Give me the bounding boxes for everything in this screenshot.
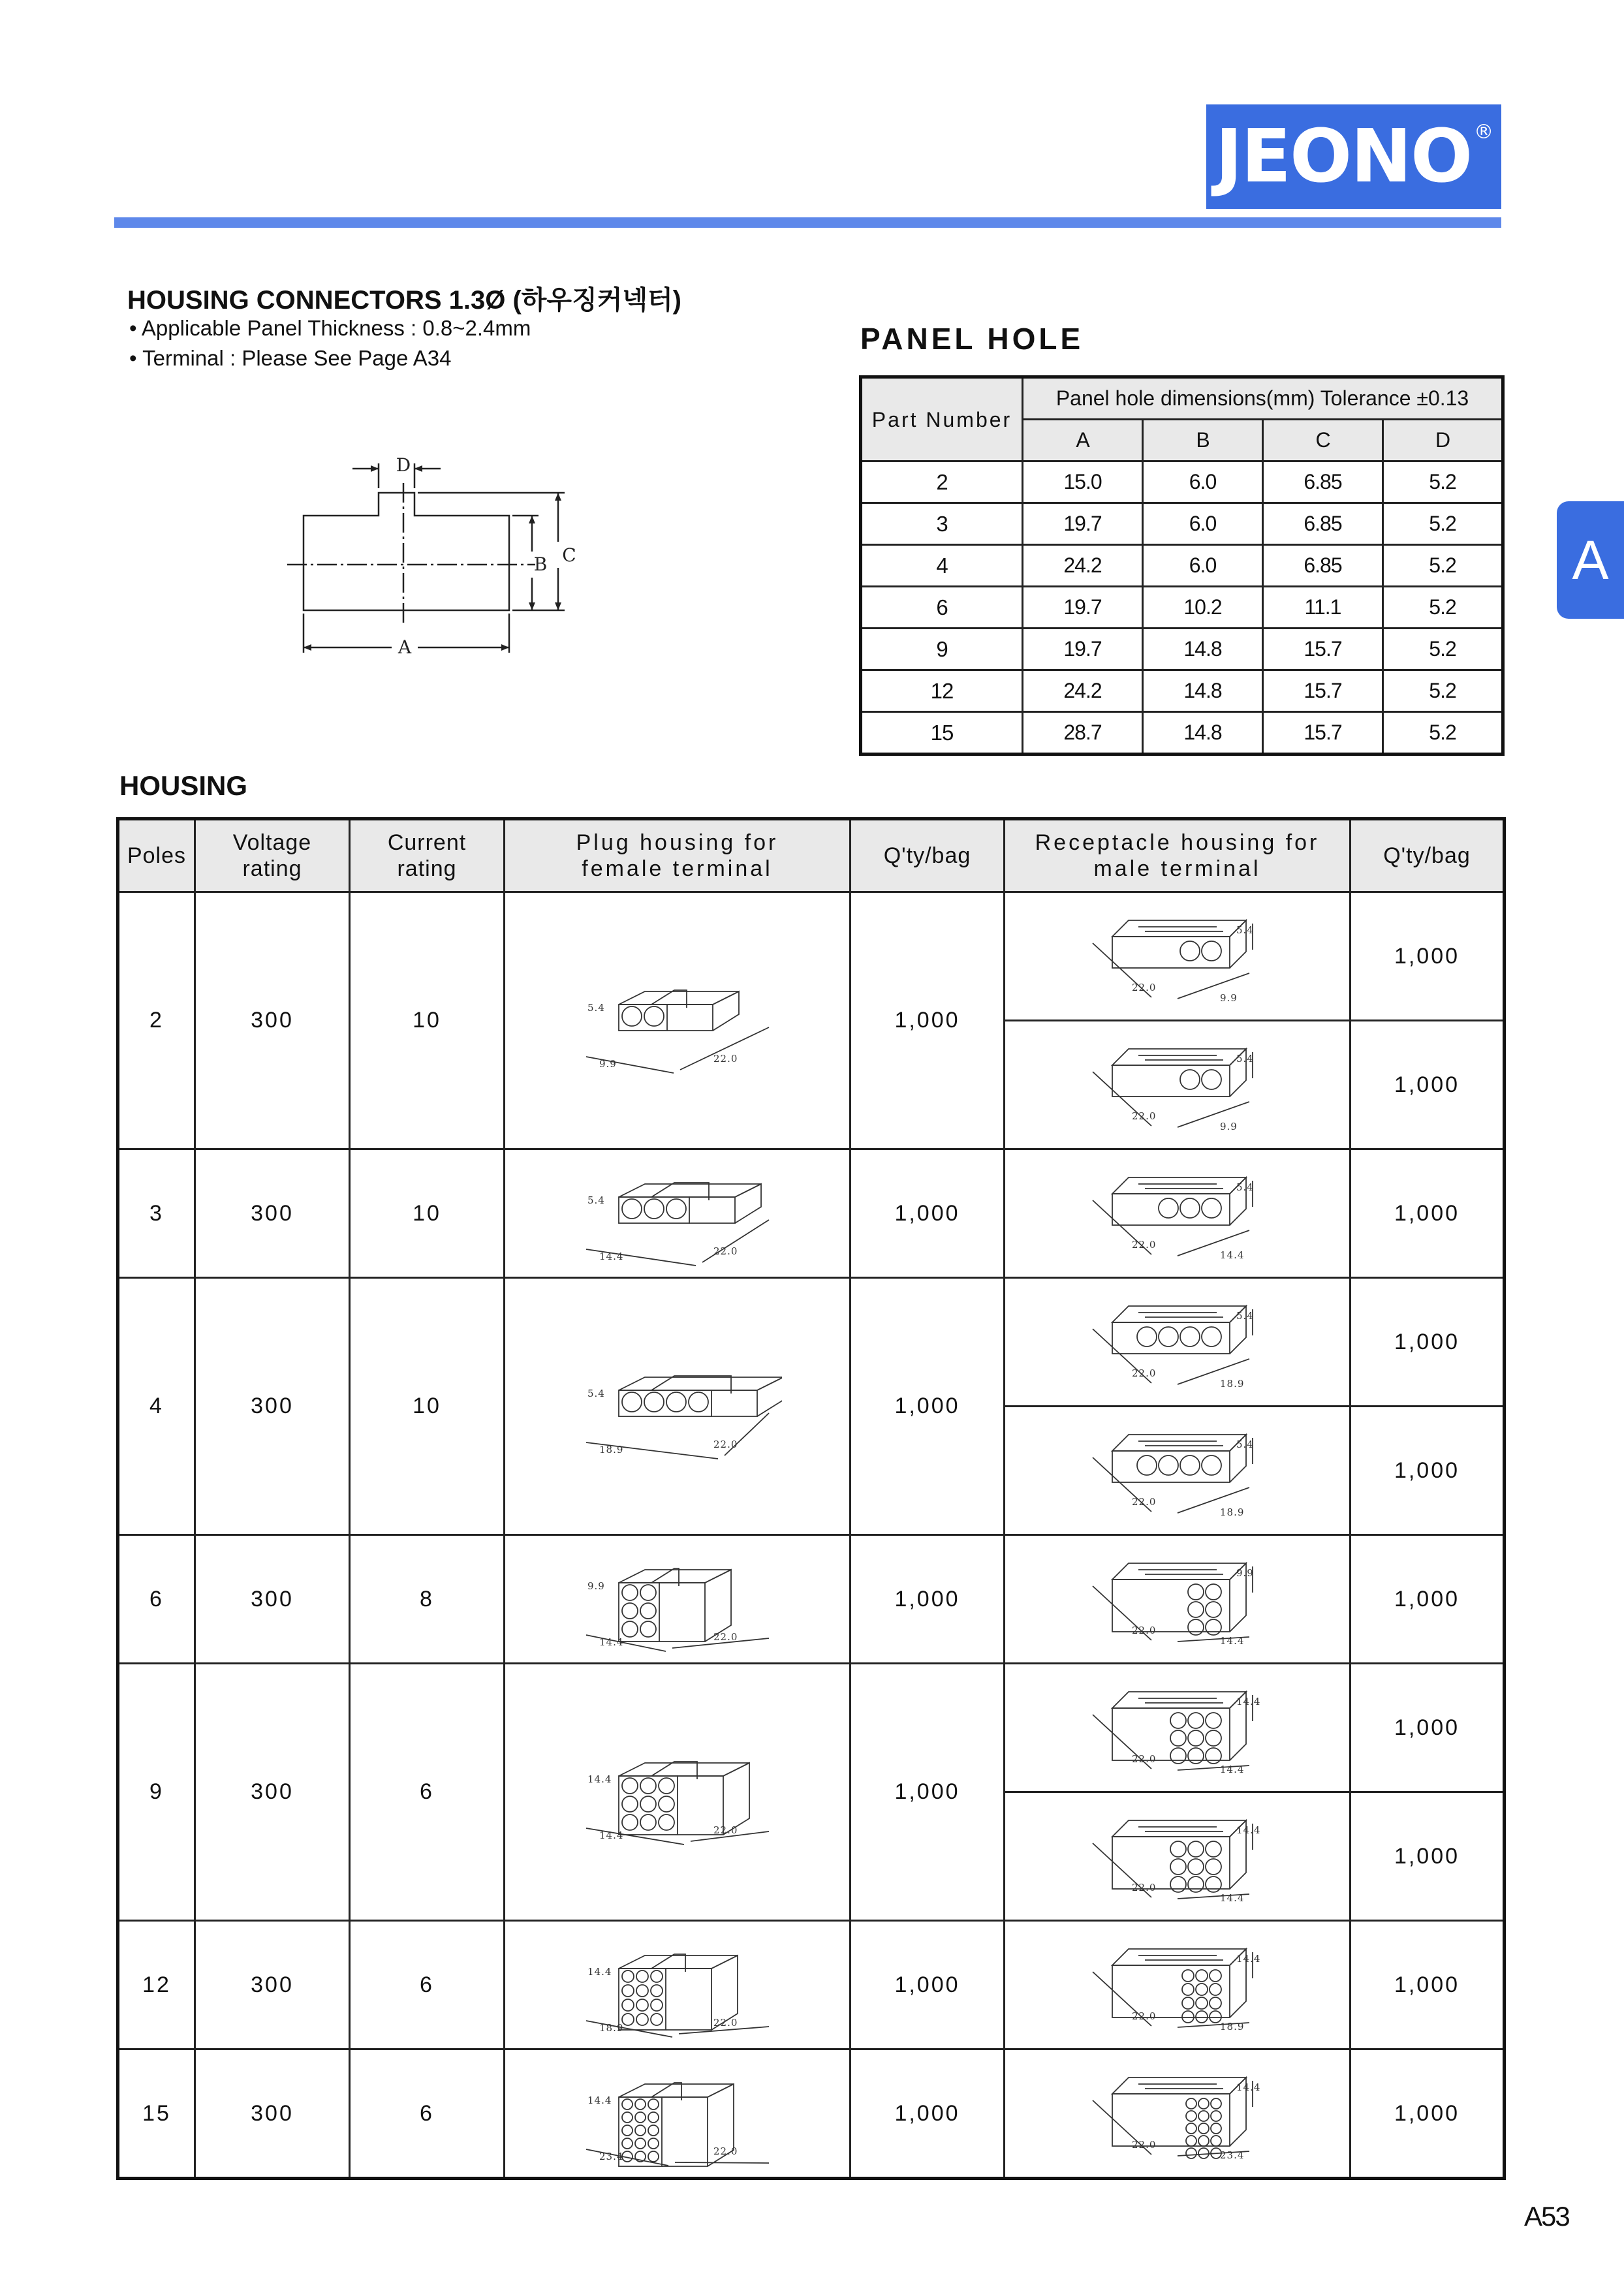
plug-qty-header-text: Q'ty/bag xyxy=(883,843,971,868)
dimension-label: 18.9 xyxy=(599,1443,623,1456)
dimension-label: 22.0 xyxy=(1131,2010,1156,2022)
dimension-label: 14.4 xyxy=(599,1829,623,1841)
part-number-cell: 4 xyxy=(861,545,1023,587)
plug-qty-cell: 1,000 xyxy=(851,892,1005,1149)
plug-qty-cell: 1,000 xyxy=(851,1535,1005,1664)
spec-terminal: • Terminal : Please See Page A34 xyxy=(129,346,452,370)
dimension-label: 14.4 xyxy=(1219,1892,1244,1904)
current-cell: 6 xyxy=(350,1921,505,2049)
panel-hole-title: PANEL HOLE xyxy=(860,322,1084,356)
poles-cell: 2 xyxy=(118,892,195,1149)
dimension-label: 22.0 xyxy=(1131,2139,1156,2151)
section-tab[interactable]: A xyxy=(1557,501,1624,619)
panel-hole-row xyxy=(861,503,1503,545)
voltage-cell: 300 xyxy=(195,892,350,1149)
dimension-cell: 14.8 xyxy=(1143,629,1263,670)
dimension-cell: 6.85 xyxy=(1263,503,1383,545)
plug-housing-cell xyxy=(505,1664,851,1921)
poles-cell: 12 xyxy=(118,1921,195,2049)
dimension-label: 5.4 xyxy=(587,1194,605,1206)
current-cell: 8 xyxy=(350,1535,505,1664)
receptacle-housing-drawing xyxy=(1073,1036,1282,1134)
dimension-cell: 24.2 xyxy=(1023,670,1143,712)
part-number-header: Part Number xyxy=(861,377,1023,461)
receptacle-header xyxy=(1005,819,1351,892)
receptacle-housing-drawing xyxy=(1073,2064,1282,2162)
poles-cell: 15 xyxy=(118,2049,195,2179)
dimension-cell: 5.2 xyxy=(1383,670,1503,712)
receptacle-qty-cell: 1,000 xyxy=(1351,1792,1505,1921)
voltage-header xyxy=(195,819,350,892)
current-header-line1: Current xyxy=(387,830,467,855)
current-header xyxy=(350,819,505,892)
plug-housing-cell xyxy=(505,1921,851,2049)
plug-qty-cell: 1,000 xyxy=(851,1278,1005,1535)
poles-cell: 9 xyxy=(118,1664,195,1921)
receptacle-header-line2: male terminal xyxy=(1093,856,1261,881)
dimension-label: 14.4 xyxy=(1236,1696,1260,1707)
dimension-label: 22.0 xyxy=(1131,1110,1156,1122)
page-number: A53 xyxy=(1524,2201,1569,2232)
receptacle-housing-drawing xyxy=(1073,1936,1282,2034)
dimension-label: 23.4 xyxy=(1219,2149,1244,2161)
panel-hole-table xyxy=(859,375,1505,756)
brand-logo xyxy=(1206,104,1501,209)
receptacle-housing-drawing xyxy=(1073,1164,1282,1262)
spec-thickness: • Applicable Panel Thickness : 0.8~2.4mm xyxy=(129,316,531,340)
dimension-cell: 5.2 xyxy=(1383,712,1503,755)
dimension-cell: 11.1 xyxy=(1263,587,1383,629)
plug-housing-drawing xyxy=(573,2058,782,2169)
dimension-label: 14.4 xyxy=(599,1251,623,1262)
panel-hole-drawing xyxy=(287,450,601,666)
housing-row xyxy=(118,1664,1505,1792)
plug-housing-cell xyxy=(505,1278,851,1535)
dimension-label: 22.0 xyxy=(1131,1625,1156,1636)
receptacle-qty-header xyxy=(1351,819,1505,892)
plug-qty-cell: 1,000 xyxy=(851,1664,1005,1921)
plug-header xyxy=(505,819,851,892)
dimension-label: 14.4 xyxy=(587,2094,612,2106)
receptacle-housing-drawing xyxy=(1073,1422,1282,1519)
dim-label-a: A xyxy=(398,636,412,658)
receptacle-qty-cell: 1,000 xyxy=(1351,1021,1505,1149)
logo-text: JEONO xyxy=(1215,114,1472,199)
dimension-cell: 19.7 xyxy=(1023,629,1143,670)
receptacle-housing-cell xyxy=(1005,1407,1351,1535)
receptacle-housing-drawing xyxy=(1073,1679,1282,1777)
part-number-cell: 2 xyxy=(861,461,1023,503)
receptacle-housing-cell xyxy=(1005,1021,1351,1149)
plug-housing-drawing xyxy=(573,1351,782,1462)
dimension-cell: 5.2 xyxy=(1383,503,1503,545)
voltage-cell: 300 xyxy=(195,1535,350,1664)
panel-hole-row xyxy=(861,712,1503,755)
plug-housing-drawing xyxy=(573,1158,782,1269)
dimension-cell: 14.8 xyxy=(1143,712,1263,755)
part-number-cell: 9 xyxy=(861,629,1023,670)
receptacle-qty-cell: 1,000 xyxy=(1351,2049,1505,2179)
receptacle-housing-cell xyxy=(1005,1535,1351,1664)
receptacle-qty-cell: 1,000 xyxy=(1351,1407,1505,1535)
dimension-cell: 14.8 xyxy=(1143,670,1263,712)
plug-housing-drawing xyxy=(573,1929,782,2040)
panel-hole-rows xyxy=(861,461,1503,755)
panel-dims-header: Panel hole dimensions(mm) Tolerance ±0.13 xyxy=(1023,377,1503,420)
col-header-a: A xyxy=(1023,420,1143,461)
part-number-cell: 6 xyxy=(861,587,1023,629)
receptacle-qty-cell: 1,000 xyxy=(1351,892,1505,1021)
dimension-label: 22.0 xyxy=(1131,1753,1156,1765)
dimension-label: 5.4 xyxy=(1236,1181,1254,1193)
dimension-cell: 28.7 xyxy=(1023,712,1143,755)
part-number-cell: 15 xyxy=(861,712,1023,755)
panel-hole-diagram xyxy=(287,450,601,666)
housing-rows xyxy=(118,892,1505,2179)
dimension-label: 18.9 xyxy=(1219,1506,1244,1518)
dimension-label: 18.9 xyxy=(1219,1378,1244,1390)
dimension-cell: 6.0 xyxy=(1143,461,1263,503)
receptacle-housing-drawing xyxy=(1073,1807,1282,1905)
receptacle-housing-cell xyxy=(1005,2049,1351,2179)
receptacle-qty-cell: 1,000 xyxy=(1351,1535,1505,1664)
plug-housing-cell xyxy=(505,892,851,1149)
dimension-label: 14.4 xyxy=(599,1636,623,1648)
col-header-b: B xyxy=(1143,420,1263,461)
plug-header-line2: female terminal xyxy=(582,856,773,881)
dimension-label: 14.4 xyxy=(1236,2081,1260,2093)
receptacle-housing-cell xyxy=(1005,892,1351,1021)
housing-title: HOUSING xyxy=(119,770,248,801)
current-cell: 6 xyxy=(350,2049,505,2179)
dimension-cell: 6.0 xyxy=(1143,545,1263,587)
dimension-label: 14.4 xyxy=(1219,1635,1244,1647)
dimension-label: 22.0 xyxy=(713,2017,738,2029)
plug-housing-cell xyxy=(505,2049,851,2179)
dimension-label: 9.9 xyxy=(1219,1121,1238,1132)
poles-header xyxy=(118,819,195,892)
housing-row xyxy=(118,1921,1505,2049)
dimension-label: 22.0 xyxy=(1131,1496,1156,1508)
voltage-cell: 300 xyxy=(195,1664,350,1921)
receptacle-qty-cell: 1,000 xyxy=(1351,1149,1505,1278)
dimension-cell: 10.2 xyxy=(1143,587,1263,629)
dimension-cell: 19.7 xyxy=(1023,587,1143,629)
page-title: HOUSING CONNECTORS 1.3Ø (하우징커넥터) xyxy=(127,286,681,315)
dimension-cell: 5.2 xyxy=(1383,629,1503,670)
dimension-label: 22.0 xyxy=(1131,1239,1156,1251)
dimension-label: 9.9 xyxy=(599,1057,617,1070)
dimension-cell: 6.85 xyxy=(1263,461,1383,503)
dimension-label: 14.4 xyxy=(587,1966,612,1978)
panel-hole-row xyxy=(861,545,1503,587)
voltage-cell: 300 xyxy=(195,2049,350,2179)
dimension-cell: 6.0 xyxy=(1143,503,1263,545)
dimension-label: 14.4 xyxy=(1219,1249,1244,1261)
dimension-cell: 15.7 xyxy=(1263,712,1383,755)
dimension-label: 9.9 xyxy=(1236,1567,1254,1579)
dimension-label: 22.0 xyxy=(713,1245,738,1257)
dimension-label: 23.4 xyxy=(599,2151,623,2162)
header-rule xyxy=(114,217,1501,228)
dimension-label: 22.0 xyxy=(713,1824,738,1836)
voltage-header-line1: Voltage xyxy=(232,830,312,855)
plug-housing-cell xyxy=(505,1149,851,1278)
receptacle-qty-cell: 1,000 xyxy=(1351,1664,1505,1792)
plug-qty-cell: 1,000 xyxy=(851,1921,1005,2049)
receptacle-housing-drawing xyxy=(1073,1550,1282,1648)
dimension-label: 22.0 xyxy=(713,1631,738,1643)
receptacle-housing-cell xyxy=(1005,1921,1351,2049)
receptacle-header-line1: Receptacle housing for xyxy=(1035,830,1320,855)
part-number-cell: 3 xyxy=(861,503,1023,545)
dim-label-b: B xyxy=(533,553,548,575)
dimension-cell: 5.2 xyxy=(1383,461,1503,503)
plug-qty-cell: 1,000 xyxy=(851,2049,1005,2179)
part-number-cell: 12 xyxy=(861,670,1023,712)
dimension-cell: 19.7 xyxy=(1023,503,1143,545)
receptacle-housing-drawing xyxy=(1073,1293,1282,1391)
panel-hole-row xyxy=(861,587,1503,629)
receptacle-housing-cell xyxy=(1005,1792,1351,1921)
poles-header-text: Poles xyxy=(127,843,187,868)
poles-cell: 4 xyxy=(118,1278,195,1535)
dimension-cell: 24.2 xyxy=(1023,545,1143,587)
receptacle-housing-drawing xyxy=(1073,907,1282,1005)
dimension-cell: 6.85 xyxy=(1263,545,1383,587)
plug-housing-drawing xyxy=(573,1737,782,1848)
panel-hole-row xyxy=(861,461,1503,503)
dimension-label: 22.0 xyxy=(713,1438,738,1450)
dimension-label: 5.4 xyxy=(1236,1439,1254,1450)
dimension-cell: 15.7 xyxy=(1263,629,1383,670)
col-header-d: D xyxy=(1383,420,1503,461)
housing-row xyxy=(118,1535,1505,1664)
dimension-label: 22.0 xyxy=(1131,1367,1156,1379)
dimension-label: 5.4 xyxy=(587,1387,605,1399)
receptacle-qty-header-text: Q'ty/bag xyxy=(1383,843,1471,868)
dimension-cell: 5.2 xyxy=(1383,545,1503,587)
current-header-line2: rating xyxy=(397,856,457,881)
dimension-label: 9.9 xyxy=(587,1580,605,1592)
dimension-label: 18.9 xyxy=(1219,2021,1244,2032)
housing-table xyxy=(116,817,1506,2180)
receptacle-housing-cell xyxy=(1005,1149,1351,1278)
current-cell: 10 xyxy=(350,892,505,1149)
receptacle-housing-cell xyxy=(1005,1664,1351,1792)
dimension-label: 22.0 xyxy=(1131,1882,1156,1893)
dimension-label: 5.4 xyxy=(1236,924,1254,936)
dimension-cell: 5.2 xyxy=(1383,587,1503,629)
dimension-label: 22.0 xyxy=(713,1052,738,1065)
voltage-cell: 300 xyxy=(195,1921,350,2049)
voltage-cell: 300 xyxy=(195,1278,350,1535)
dim-label-c: C xyxy=(562,544,576,566)
dimension-cell: 15.7 xyxy=(1263,670,1383,712)
plug-qty-header xyxy=(851,819,1005,892)
dimension-label: 14.4 xyxy=(587,1773,612,1785)
dimension-cell: 15.0 xyxy=(1023,461,1143,503)
receptacle-qty-cell: 1,000 xyxy=(1351,1278,1505,1407)
registered-mark: ® xyxy=(1474,120,1493,144)
dim-label-d: D xyxy=(396,454,411,476)
dimension-label: 22.0 xyxy=(713,2145,738,2157)
col-header-c: C xyxy=(1263,420,1383,461)
current-cell: 10 xyxy=(350,1149,505,1278)
panel-hole-row xyxy=(861,670,1503,712)
voltage-cell: 300 xyxy=(195,1149,350,1278)
dimension-label: 14.4 xyxy=(1236,1953,1260,1965)
current-cell: 10 xyxy=(350,1278,505,1535)
dimension-label: 5.4 xyxy=(1236,1053,1254,1065)
housing-row xyxy=(118,892,1505,1021)
dimension-label: 5.4 xyxy=(587,1001,605,1014)
dimension-label: 9.9 xyxy=(1219,992,1238,1004)
dimension-label: 22.0 xyxy=(1131,982,1156,993)
housing-row xyxy=(118,2049,1505,2179)
plug-header-line1: Plug housing for xyxy=(576,830,779,855)
poles-cell: 6 xyxy=(118,1535,195,1664)
dimension-label: 5.4 xyxy=(1236,1310,1254,1322)
plug-housing-drawing xyxy=(573,1544,782,1655)
plug-housing-drawing xyxy=(573,965,782,1076)
dimension-label: 18.9 xyxy=(599,2022,623,2034)
poles-cell: 3 xyxy=(118,1149,195,1278)
receptacle-housing-cell xyxy=(1005,1278,1351,1407)
dimension-label: 14.4 xyxy=(1219,1764,1244,1775)
housing-row xyxy=(118,1278,1505,1407)
voltage-header-line2: rating xyxy=(242,856,302,881)
dimension-label: 14.4 xyxy=(1236,1824,1260,1836)
plug-housing-cell xyxy=(505,1535,851,1664)
panel-hole-row xyxy=(861,629,1503,670)
receptacle-qty-cell: 1,000 xyxy=(1351,1921,1505,2049)
plug-qty-cell: 1,000 xyxy=(851,1149,1005,1278)
housing-row xyxy=(118,1149,1505,1278)
current-cell: 6 xyxy=(350,1664,505,1921)
